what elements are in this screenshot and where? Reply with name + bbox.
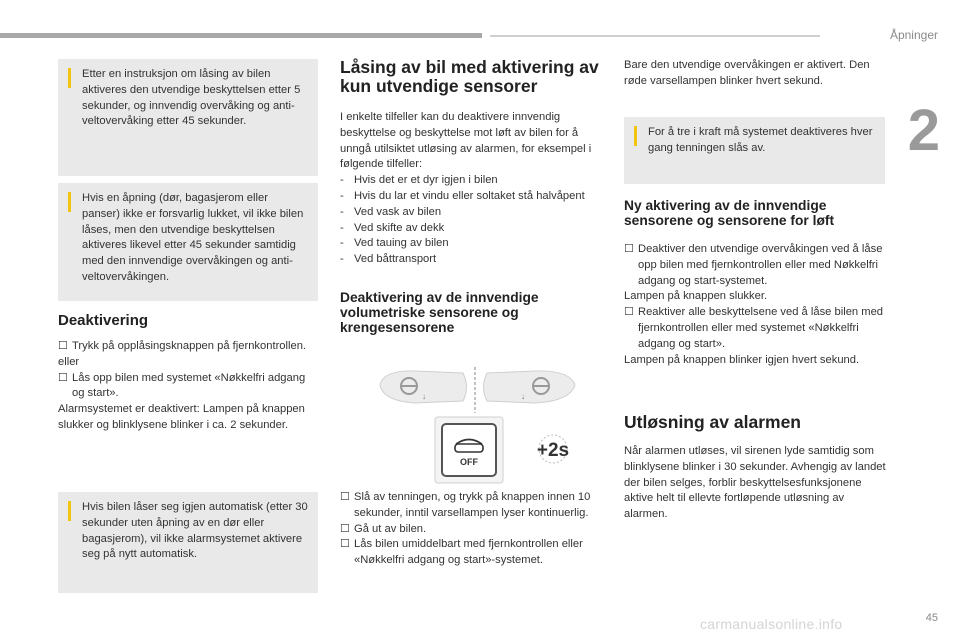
case-text: Ved skifte av dekk xyxy=(354,221,445,234)
intro-text: I enkelte tilfeller kan du deaktivere innvendig beskyttelse og beskyttelse mot løft av bilen for å unngå utilsiktet utløsing av alarmen, for eksempel i følgende tilfeller: xyxy=(340,111,592,171)
case-text: Ved tauing av bilen xyxy=(354,237,449,250)
deactivation-section xyxy=(58,311,308,434)
case-text: Ved vask av bilen xyxy=(354,205,442,218)
note-box-4 xyxy=(624,117,885,184)
car-interior-left-icon xyxy=(380,371,467,403)
step-text: Lås opp bilen med systemet «Nøkkelfri adgang og start». xyxy=(72,371,306,400)
reactivation-section xyxy=(624,198,889,368)
list-item xyxy=(624,305,889,352)
step-text: Reaktiver alle beskyttelsene ved å låse bilen med fjernkontrollen eller med systemet «Nøkkelfri adgang og start». xyxy=(638,306,884,350)
reactivation-heading: Ny aktivering av de innvendige sensorene og sensorene for løft xyxy=(624,198,835,228)
deactivation-heading: Deaktivering xyxy=(58,312,149,329)
list-item xyxy=(340,522,605,538)
step-text: Trykk på opplåsingsknappen på fjernkontrollen. xyxy=(72,340,307,352)
list-item: - Ved tauing av bilen xyxy=(340,237,449,250)
alarm-heading: Utløsning av alarmen xyxy=(624,412,801,432)
case-text: Hvis du lar et vindu eller soltaket stå halvåpent xyxy=(354,189,585,202)
note-box-2 xyxy=(58,183,318,301)
car-interior-right-icon xyxy=(484,371,576,403)
case-text: Ved båttransport xyxy=(354,253,437,266)
step-text: Lås bilen umiddelbart med fjernkontrollen eller «Nøkkelfri adgang og start»-systemet. xyxy=(354,538,583,567)
header-rule-right xyxy=(490,35,820,37)
check-icon: ☐ xyxy=(624,243,635,255)
off-label: OFF xyxy=(460,457,478,467)
note-bar-icon xyxy=(68,68,71,88)
watermark: carmanualsonline.info xyxy=(700,616,843,632)
check-icon: ☐ xyxy=(340,491,351,503)
list-item xyxy=(340,490,605,522)
note-text: Hvis en åpning (dør, bagasjerom eller panser) ikke er forsvarlig lukket, vil ikke bilen låses, men den utvendige beskyttelsen aktiveres likevel etter 45 sekunder samtidig med den innvendige overvåkingen og anti-veltovervåkingen. xyxy=(82,192,304,283)
or-text: eller xyxy=(58,355,80,368)
svg-text:↓: ↓ xyxy=(422,392,426,401)
section-label: Åpninger xyxy=(889,28,938,42)
list-item: - Ved vask av bilen xyxy=(340,205,442,218)
list-item xyxy=(340,537,605,569)
note-box-1 xyxy=(58,59,318,176)
intro-text: Bare den utvendige overvåkingen er aktivert. Den røde varsellampen blinker hvert sekund. xyxy=(624,59,870,87)
alarm-text: Når alarmen utløses, vil sirenen lyde samtidig som blinklysene blinker i 30 sekunder. Avhengig av landet der bilen selges, forblir beskyttelsesfunksjonene aktive helt til ellevte fortløpende utløsning av alarmen. xyxy=(624,445,886,521)
list-item xyxy=(624,242,889,289)
result-text: Lampen på knappen blinker igjen hvert sekund. xyxy=(624,353,860,366)
list-item xyxy=(58,371,308,403)
note-text: Hvis bilen låser seg igjen automatisk (etter 30 sekunder uten åpning av en dør eller bagasjerom), vil ikke alarmsystemet aktivere seg på nytt automatisk. xyxy=(82,501,308,561)
timer-label: +2s xyxy=(536,440,570,461)
note-bar-icon xyxy=(68,192,71,212)
step-text: Deaktiver den utvendige overvåkingen ved å låse opp bilen med fjernkontrollen eller med Nøkkelfri adgang og start-systemet. xyxy=(638,243,883,287)
middle-steps xyxy=(340,490,605,569)
note-text: Etter en instruksjon om låsing av bilen aktiveres den utvendige beskyttelsen etter 5 sekunder, og innvendig overvåking og anti-veltovervåking etter 45 sekunder. xyxy=(82,68,301,128)
check-icon: ☐ xyxy=(340,522,351,535)
svg-text:↓: ↓ xyxy=(521,392,525,401)
note-box-3 xyxy=(58,492,318,593)
main-heading: Låsing av bil med aktivering av kun utvendige sensorer xyxy=(340,57,599,96)
page-number: 45 xyxy=(925,612,938,624)
sensor-button-diagram xyxy=(375,365,585,485)
list-item xyxy=(58,339,308,355)
list-item: - Ved skifte av dekk xyxy=(340,221,445,234)
note-bar-icon xyxy=(634,126,637,146)
list-item: - Ved båttransport xyxy=(340,253,437,266)
list-item: - Hvis du lar et vindu eller soltaket stå halvåpent xyxy=(340,189,585,202)
middle-column xyxy=(340,58,605,335)
list-item: - Hvis det er et dyr igjen i bilen xyxy=(340,174,498,187)
case-text: Hvis det er et dyr igjen i bilen xyxy=(354,174,498,187)
note-bar-icon xyxy=(68,501,71,521)
step-text: Gå ut av bilen. xyxy=(354,522,427,535)
sub-heading: Deaktivering av de innvendige volumetriske sensorene og krengesensorene xyxy=(340,289,539,335)
right-intro xyxy=(624,58,894,90)
check-icon: ☐ xyxy=(58,371,69,384)
result-text: Alarmsystemet er deaktivert: Lampen på knappen slukker og blinklysene blinker i ca. 2 sekunder. xyxy=(58,403,305,431)
chapter-number: 2 xyxy=(907,98,940,163)
step-text: Slå av tenningen, og trykk på knappen innen 10 sekunder, inntil varsellampen lyser kontinuerlig. xyxy=(354,491,591,519)
alarm-section xyxy=(624,413,889,523)
check-icon: ☐ xyxy=(624,306,635,319)
check-icon: ☐ xyxy=(58,340,69,352)
note-text: For å tre i kraft må systemet deaktiveres hver gang tenningen slås av. xyxy=(648,126,873,154)
alarm-off-button-icon xyxy=(435,417,503,483)
result-text: Lampen på knappen slukker. xyxy=(624,290,768,303)
timer-icon xyxy=(537,435,569,463)
header-rule-left xyxy=(0,33,482,38)
check-icon: ☐ xyxy=(340,538,351,551)
